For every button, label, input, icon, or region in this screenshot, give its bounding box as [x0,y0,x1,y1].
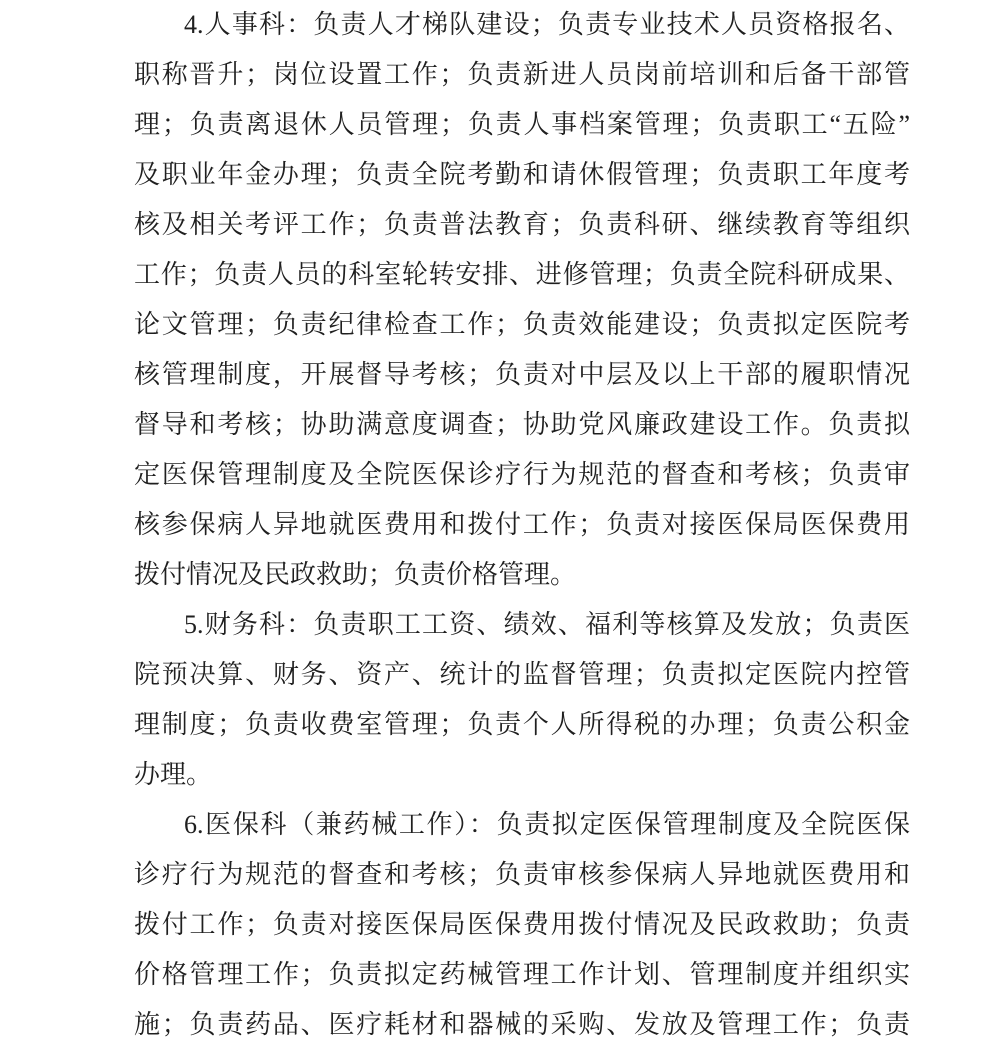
text-line: 院预决算、财务、资产、统计的监督管理；负责拟定医院内控管 [134,660,910,689]
text-line: 核参保病人异地就医费用和拨付工作；负责对接医保局医保费用 [134,510,910,539]
text-line: 诊疗行为规范的督查和考核；负责审核参保病人异地就医费用和 [134,860,910,889]
text-line: 理制度；负责收费室管理；负责个人所得税的办理；负责公积金 [134,710,910,739]
paragraph-personnel-dept [134,0,910,600]
text-line: 定医保管理制度及全院医保诊疗行为规范的督查和考核；负责审 [134,460,910,489]
text-line: 督导和考核；协助满意度调查；协助党风廉政建设工作。负责拟 [134,410,910,439]
text-line: 施；负责药品、医疗耗材和器械的采购、发放及管理工作；负责 [134,1010,910,1039]
text-line: 拨付工作；负责对接医保局医保费用拨付情况及民政救助；负责 [134,910,910,939]
text-line: 6.医保科（兼药械工作）：负责拟定医保管理制度及全院医保 [184,810,910,839]
text-line: 理；负责离退休人员管理；负责人事档案管理；负责职工“五险” [134,110,910,139]
text-line: 办理。 [134,760,213,789]
text-line: 工作；负责人员的科室轮转安排、进修管理；负责全院科研成果、 [134,260,910,289]
text-line: 价格管理工作；负责拟定药械管理工作计划、管理制度并组织实 [134,960,910,989]
text-line: 拨付情况及民政救助；负责价格管理。 [134,560,577,589]
text-line: 核管理制度，开展督导考核；负责对中层及以上干部的履职情况 [134,360,910,389]
paragraph-finance-dept [134,600,910,800]
text-line: 职称晋升；岗位设置工作；负责新进人员岗前培训和后备干部管 [134,60,910,89]
text-line: 核及相关考评工作；负责普法教育；负责科研、继续教育等组织 [134,210,910,239]
text-line: 及职业年金办理；负责全院考勤和请休假管理；负责职工年度考 [134,160,910,189]
text-line: 5.财务科：负责职工工资、绩效、福利等核算及发放；负责医 [184,610,910,639]
text-line: 论文管理；负责纪律检查工作；负责效能建设；负责拟定医院考 [134,310,910,339]
text-line: 4.人事科：负责人才梯队建设；负责专业技术人员资格报名、 [184,10,910,39]
document-text-block [134,0,910,1050]
paragraph-medical-insurance-dept [134,800,910,1050]
